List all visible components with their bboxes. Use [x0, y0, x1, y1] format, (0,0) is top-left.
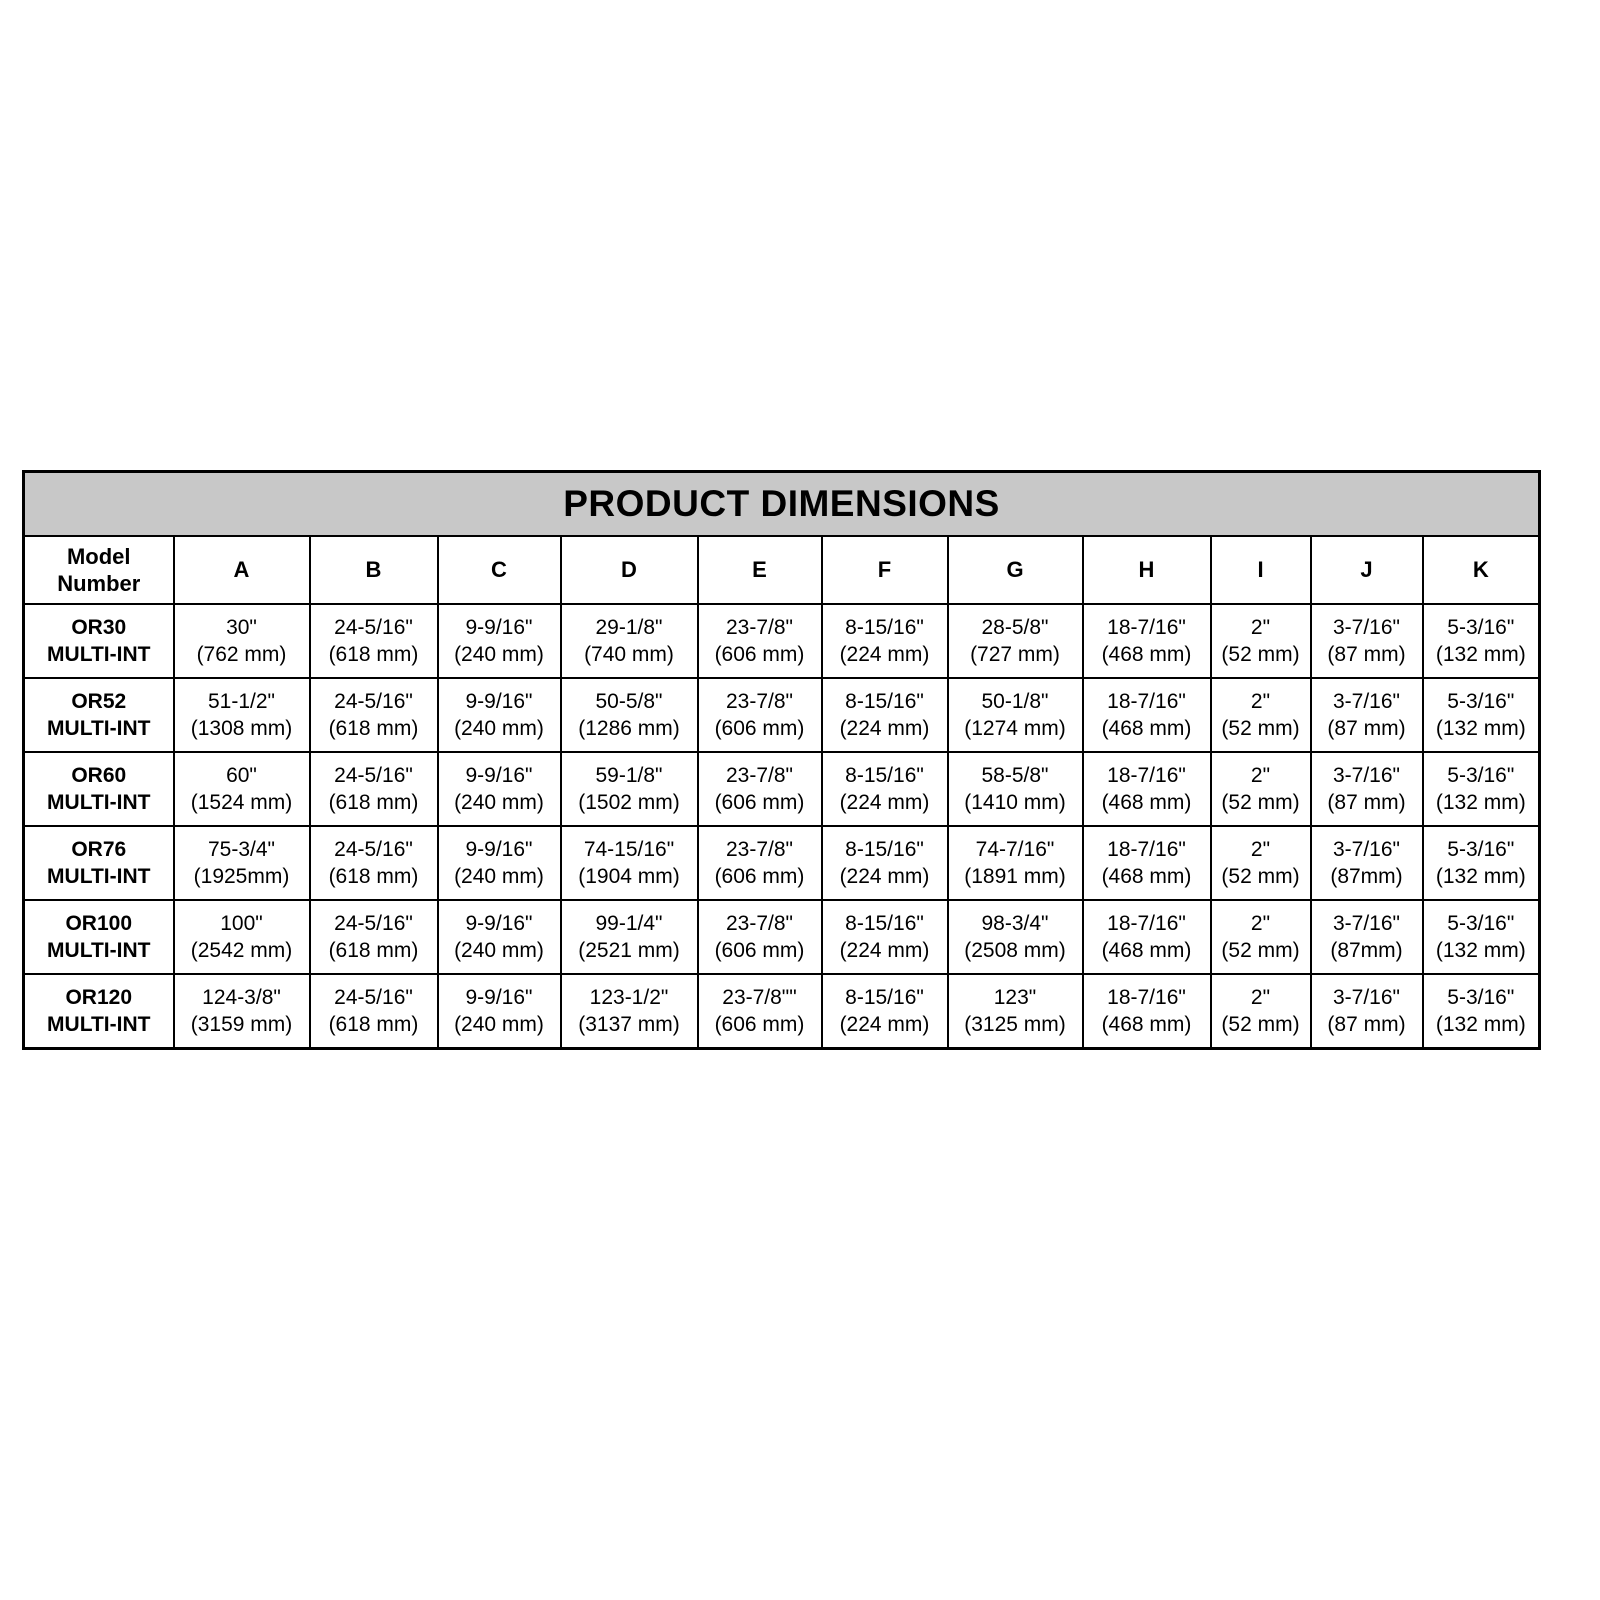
dim-mm: (468 mm)	[1101, 791, 1192, 814]
dim-inches: 123-1/2"	[589, 985, 669, 1009]
dim-cell-e	[698, 752, 822, 826]
dim-inches: 18-7/16"	[1107, 689, 1186, 713]
dim-cell-g	[948, 900, 1083, 974]
dim-cell-j	[1311, 974, 1423, 1049]
dim-cell-e	[698, 678, 822, 752]
model-variant: MULTI-INT	[47, 939, 151, 962]
column-header-d: D	[561, 536, 698, 604]
dim-inches: 74-15/16"	[583, 837, 675, 861]
column-header-f: F	[822, 536, 948, 604]
dim-cell-f	[822, 752, 948, 826]
dim-cell-f	[822, 974, 948, 1049]
dim-mm: (1274 mm)	[964, 717, 1066, 740]
dim-mm: (240 mm)	[454, 717, 544, 740]
dim-mm: (87 mm)	[1327, 717, 1406, 740]
dim-inches: 28-5/8"	[981, 615, 1049, 639]
dim-cell-b	[310, 678, 438, 752]
dim-inches: 18-7/16"	[1107, 911, 1186, 935]
dim-inches: 123"	[993, 985, 1037, 1009]
dim-cell-j	[1311, 900, 1423, 974]
dim-mm: (2521 mm)	[578, 939, 680, 962]
dim-mm: (52 mm)	[1221, 1013, 1300, 1036]
model-cell	[24, 974, 174, 1049]
column-header-h: H	[1083, 536, 1211, 604]
dim-mm: (132 mm)	[1435, 643, 1526, 666]
dim-inches: 24-5/16"	[334, 763, 413, 787]
column-header-g: G	[948, 536, 1083, 604]
dim-cell-k	[1423, 900, 1540, 974]
dim-cell-d	[561, 826, 698, 900]
dim-inches: 9-9/16"	[465, 985, 533, 1009]
dim-inches: 100"	[220, 911, 263, 935]
dim-cell-c	[438, 752, 561, 826]
table-row	[24, 974, 1540, 1049]
dim-inches: 2"	[1250, 615, 1271, 639]
dim-mm: (132 mm)	[1435, 1013, 1526, 1036]
dim-inches: 9-9/16"	[465, 689, 533, 713]
dim-mm: (224 mm)	[839, 717, 930, 740]
dim-inches: 58-5/8"	[981, 763, 1049, 787]
column-header-e: E	[698, 536, 822, 604]
model-name: OR30	[71, 615, 127, 639]
dim-mm: (618 mm)	[328, 939, 419, 962]
dim-cell-h	[1083, 900, 1211, 974]
dim-cell-h	[1083, 974, 1211, 1049]
dim-mm: (52 mm)	[1221, 865, 1300, 888]
table-row	[24, 678, 1540, 752]
dim-mm: (468 mm)	[1101, 939, 1192, 962]
dim-inches: 18-7/16"	[1107, 837, 1186, 861]
dim-mm: (52 mm)	[1221, 643, 1300, 666]
table-title: PRODUCT DIMENSIONS	[24, 472, 1540, 537]
dim-inches: 23-7/8"	[726, 689, 793, 713]
dim-mm: (468 mm)	[1101, 643, 1192, 666]
table-title-row	[24, 472, 1540, 537]
dim-inches: 51-1/2"	[208, 689, 275, 713]
dim-cell-e	[698, 900, 822, 974]
dim-cell-i	[1211, 604, 1311, 678]
dim-mm: (224 mm)	[839, 865, 930, 888]
model-variant: MULTI-INT	[47, 865, 151, 888]
model-cell	[24, 826, 174, 900]
dim-inches: 24-5/16"	[334, 837, 413, 861]
dim-cell-f	[822, 678, 948, 752]
dim-cell-i	[1211, 752, 1311, 826]
dim-mm: (468 mm)	[1101, 1013, 1192, 1036]
dim-cell-a	[174, 604, 310, 678]
dim-mm: (618 mm)	[328, 791, 419, 814]
dim-cell-c	[438, 826, 561, 900]
dim-cell-j	[1311, 678, 1423, 752]
dim-inches: 9-9/16"	[465, 837, 533, 861]
model-variant: MULTI-INT	[47, 1013, 151, 1036]
dim-inches: 24-5/16"	[334, 985, 413, 1009]
dim-inches: 9-9/16"	[465, 615, 533, 639]
table-row	[24, 826, 1540, 900]
dim-inches: 30"	[226, 615, 257, 639]
dim-mm: (606 mm)	[714, 865, 805, 888]
dim-inches: 29-1/8"	[595, 615, 663, 639]
dim-inches: 5-3/16"	[1447, 985, 1515, 1009]
dim-mm: (468 mm)	[1101, 717, 1192, 740]
dim-cell-b	[310, 752, 438, 826]
model-cell	[24, 678, 174, 752]
dim-inches: 3-7/16"	[1333, 911, 1400, 935]
dim-mm: (618 mm)	[328, 717, 419, 740]
dim-inches: 5-3/16"	[1447, 615, 1515, 639]
dim-inches: 99-1/4"	[595, 911, 663, 935]
column-header-k: K	[1423, 536, 1540, 604]
dim-mm: (618 mm)	[328, 1013, 419, 1036]
dim-cell-b	[310, 974, 438, 1049]
dim-cell-b	[310, 604, 438, 678]
dim-cell-g	[948, 974, 1083, 1049]
dim-mm: (240 mm)	[454, 865, 544, 888]
dim-cell-d	[561, 974, 698, 1049]
dim-inches: 2"	[1250, 985, 1271, 1009]
dim-mm: (87 mm)	[1327, 1013, 1406, 1036]
dim-mm: (1524 mm)	[190, 791, 293, 814]
dim-cell-i	[1211, 678, 1311, 752]
dim-inches: 2"	[1250, 689, 1271, 713]
dim-cell-g	[948, 826, 1083, 900]
dim-cell-c	[438, 604, 561, 678]
dim-inches: 75-3/4"	[208, 837, 275, 861]
dim-mm: (727 mm)	[970, 643, 1060, 666]
product-dimensions-table	[22, 470, 1541, 1050]
dim-cell-e	[698, 826, 822, 900]
dim-mm: (224 mm)	[839, 791, 930, 814]
dim-inches: 3-7/16"	[1333, 689, 1400, 713]
dim-mm: (618 mm)	[328, 643, 419, 666]
dim-inches: 9-9/16"	[465, 911, 533, 935]
dim-mm: (1410 mm)	[964, 791, 1066, 814]
dim-mm: (1286 mm)	[578, 717, 680, 740]
dim-mm: (52 mm)	[1221, 939, 1300, 962]
model-name: OR52	[71, 689, 127, 713]
dim-inches: 23-7/8"	[726, 837, 793, 861]
table-row	[24, 900, 1540, 974]
dim-mm: (52 mm)	[1221, 717, 1300, 740]
dim-mm: (1502 mm)	[578, 791, 680, 814]
dim-mm: (3159 mm)	[190, 1013, 293, 1036]
column-header-b: B	[310, 536, 438, 604]
dim-cell-h	[1083, 604, 1211, 678]
table-row	[24, 604, 1540, 678]
dim-cell-d	[561, 752, 698, 826]
dim-mm: (468 mm)	[1101, 865, 1192, 888]
dim-cell-h	[1083, 678, 1211, 752]
dim-cell-j	[1311, 752, 1423, 826]
dim-mm: (87mm)	[1330, 865, 1403, 888]
dim-cell-a	[174, 900, 310, 974]
dim-inches: 5-3/16"	[1447, 689, 1515, 713]
dim-mm: (132 mm)	[1435, 717, 1526, 740]
dim-inches: 3-7/16"	[1333, 837, 1400, 861]
dim-inches: 24-5/16"	[334, 689, 413, 713]
dim-mm: (606 mm)	[714, 791, 805, 814]
dim-inches: 8-15/16"	[845, 763, 924, 787]
dim-cell-g	[948, 678, 1083, 752]
dim-mm: (606 mm)	[714, 939, 805, 962]
column-header-a: A	[174, 536, 310, 604]
dim-mm: (2542 mm)	[190, 939, 293, 962]
model-variant: MULTI-INT	[47, 791, 151, 814]
dim-mm: (240 mm)	[454, 643, 544, 666]
dim-cell-a	[174, 974, 310, 1049]
dim-mm: (132 mm)	[1435, 865, 1526, 888]
dim-cell-i	[1211, 900, 1311, 974]
dim-inches: 24-5/16"	[334, 615, 413, 639]
dim-mm: (606 mm)	[714, 1013, 805, 1036]
dim-cell-k	[1423, 974, 1540, 1049]
dim-cell-j	[1311, 604, 1423, 678]
dim-inches: 8-15/16"	[845, 615, 924, 639]
dim-mm: (1308 mm)	[190, 717, 293, 740]
dim-mm: (240 mm)	[454, 791, 544, 814]
dim-mm: (132 mm)	[1435, 791, 1526, 814]
dim-cell-e	[698, 974, 822, 1049]
dim-mm: (740 mm)	[584, 643, 674, 666]
dim-inches: 59-1/8"	[595, 763, 663, 787]
model-header-line2: Number	[57, 571, 141, 596]
dim-cell-a	[174, 752, 310, 826]
dim-mm: (52 mm)	[1221, 791, 1300, 814]
dim-cell-c	[438, 900, 561, 974]
dim-inches: 9-9/16"	[465, 763, 533, 787]
dim-cell-h	[1083, 752, 1211, 826]
column-header-i: I	[1211, 536, 1311, 604]
dim-cell-d	[561, 900, 698, 974]
dim-cell-k	[1423, 826, 1540, 900]
dim-inches: 50-5/8"	[595, 689, 663, 713]
dim-inches: 2"	[1250, 763, 1271, 787]
dim-inches: 8-15/16"	[845, 911, 924, 935]
model-cell	[24, 900, 174, 974]
dim-inches: 3-7/16"	[1333, 985, 1400, 1009]
dim-inches: 60"	[226, 763, 257, 787]
dim-cell-a	[174, 826, 310, 900]
dim-mm: (3125 mm)	[964, 1013, 1066, 1036]
dim-mm: (618 mm)	[328, 865, 419, 888]
dim-inches: 8-15/16"	[845, 689, 924, 713]
dim-cell-f	[822, 604, 948, 678]
dim-cell-j	[1311, 826, 1423, 900]
dim-mm: (87 mm)	[1327, 791, 1406, 814]
dim-cell-d	[561, 678, 698, 752]
dim-cell-i	[1211, 974, 1311, 1049]
dim-inches: 74-7/16"	[975, 837, 1055, 861]
model-variant: MULTI-INT	[47, 717, 151, 740]
dim-mm: (87 mm)	[1327, 643, 1406, 666]
dim-inches: 8-15/16"	[845, 837, 924, 861]
dim-inches: 2"	[1250, 837, 1271, 861]
dim-inches: 23-7/8"	[726, 615, 793, 639]
dim-inches: 18-7/16"	[1107, 615, 1186, 639]
dim-mm: (606 mm)	[714, 643, 805, 666]
dim-mm: (1891 mm)	[964, 865, 1066, 888]
dim-cell-k	[1423, 678, 1540, 752]
dim-inches: 23-7/8"	[726, 911, 793, 935]
dim-inches: 5-3/16"	[1447, 837, 1515, 861]
column-header-j: J	[1311, 536, 1423, 604]
dim-inches: 50-1/8"	[981, 689, 1049, 713]
dim-cell-i	[1211, 826, 1311, 900]
column-header-c: C	[438, 536, 561, 604]
model-name: OR120	[65, 985, 133, 1009]
dim-mm: (3137 mm)	[578, 1013, 680, 1036]
model-cell	[24, 752, 174, 826]
dim-mm: (606 mm)	[714, 717, 805, 740]
dim-inches: 5-3/16"	[1447, 911, 1515, 935]
dim-inches: 3-7/16"	[1333, 615, 1400, 639]
dim-inches: 18-7/16"	[1107, 763, 1186, 787]
model-header-line1: Model	[66, 543, 131, 569]
dim-mm: (224 mm)	[839, 939, 930, 962]
dim-mm: (1904 mm)	[578, 865, 680, 888]
model-name: OR76	[71, 837, 127, 861]
dim-cell-f	[822, 826, 948, 900]
dim-inches: 23-7/8"	[726, 763, 793, 787]
dim-inches: 2"	[1250, 911, 1271, 935]
dim-mm: (240 mm)	[454, 1013, 544, 1036]
dim-mm: (224 mm)	[839, 643, 930, 666]
dim-inches: 3-7/16"	[1333, 763, 1400, 787]
model-name: OR60	[71, 763, 127, 787]
dim-cell-f	[822, 900, 948, 974]
dim-cell-a	[174, 678, 310, 752]
dim-mm: (87mm)	[1330, 939, 1403, 962]
dim-mm: (240 mm)	[454, 939, 544, 962]
dim-inches: 8-15/16"	[845, 985, 924, 1009]
dim-inches: 24-5/16"	[334, 911, 413, 935]
table-row	[24, 752, 1540, 826]
column-header-model	[24, 536, 174, 604]
dim-cell-k	[1423, 604, 1540, 678]
dim-cell-c	[438, 678, 561, 752]
dim-mm: (2508 mm)	[964, 939, 1066, 962]
dim-inches: 124-3/8"	[202, 985, 281, 1009]
dim-inches: 18-7/16"	[1107, 985, 1186, 1009]
dim-cell-e	[698, 604, 822, 678]
dim-mm: (224 mm)	[839, 1013, 930, 1036]
dim-cell-d	[561, 604, 698, 678]
dim-cell-g	[948, 604, 1083, 678]
dim-cell-b	[310, 826, 438, 900]
dim-inches: 23-7/8""	[722, 985, 797, 1009]
dim-cell-g	[948, 752, 1083, 826]
dim-cell-h	[1083, 826, 1211, 900]
dim-cell-c	[438, 974, 561, 1049]
dim-mm: (132 mm)	[1435, 939, 1526, 962]
table-header-row	[24, 536, 1540, 604]
dim-cell-b	[310, 900, 438, 974]
dim-inches: 98-3/4"	[981, 911, 1049, 935]
dim-cell-k	[1423, 752, 1540, 826]
model-name: OR100	[65, 911, 133, 935]
dim-mm: (1925mm)	[193, 865, 290, 888]
dim-mm: (762 mm)	[196, 643, 287, 666]
model-cell	[24, 604, 174, 678]
product-dimensions-sheet	[22, 470, 1538, 1050]
model-variant: MULTI-INT	[47, 643, 151, 666]
dim-inches: 5-3/16"	[1447, 763, 1515, 787]
